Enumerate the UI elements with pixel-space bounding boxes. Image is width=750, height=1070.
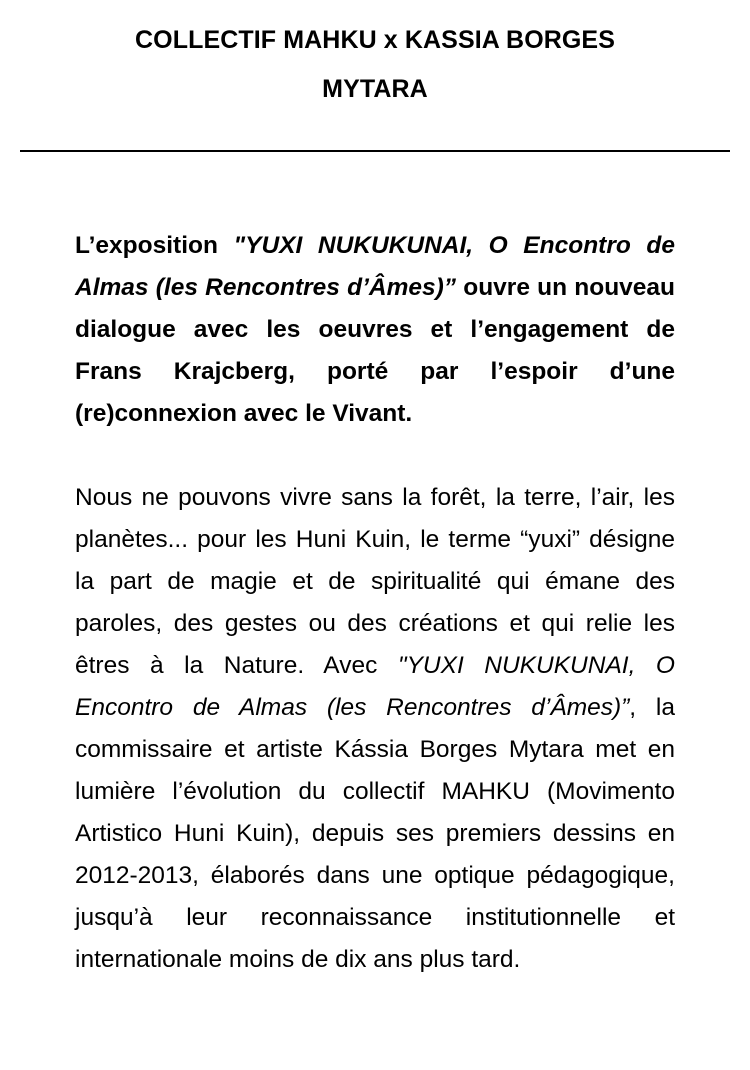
body-paragraph [75, 477, 675, 981]
page-title: COLLECTIF MAHKU x KASSIA BORGES [135, 26, 615, 54]
article-body [75, 225, 675, 981]
header-divider [20, 150, 730, 152]
exhibition-title-inline: "YUXI NUKUKUNAI, O Encontro de Almas (les Rencontres d’Âmes)” [75, 652, 675, 721]
intro-text-end: ouvre un nouveau dialogue avec les oeuvres et l’engagement de Frans Krajcberg, porté par l’espoir d’une (re)connexion avec le Vivant. [75, 274, 675, 427]
body-text-start: Nous ne pouvons vivre sans la forêt, la terre, l’air, les planètes... pour les Huni Kuin, le terme “yuxi” désigne la part de magie et de spiritualité qui émane des paroles, des gestes ou des créations et qui relie les êtres à la Nature. Avec [75, 484, 675, 679]
intro-text-start: L’exposition [75, 232, 234, 259]
intro-paragraph [75, 225, 675, 435]
page-subtitle: MYTARA [322, 75, 428, 103]
body-text-end: , la commissaire et artiste Kássia Borges Mytara met en lumière l’évolution du collectif MAHKU (Movimento Artistico Huni Kuin), depuis ses premiers dessins en 2012-2013, élaborés dans une optique pédagogique, jusqu’à leur reconnaissance institutionnelle et internationale moins de dix ans plus tard. [75, 694, 675, 973]
exhibition-title: "YUXI NUKUKUNAI, O Encontro de Almas (les Rencontres d’Âmes)” [75, 232, 675, 301]
